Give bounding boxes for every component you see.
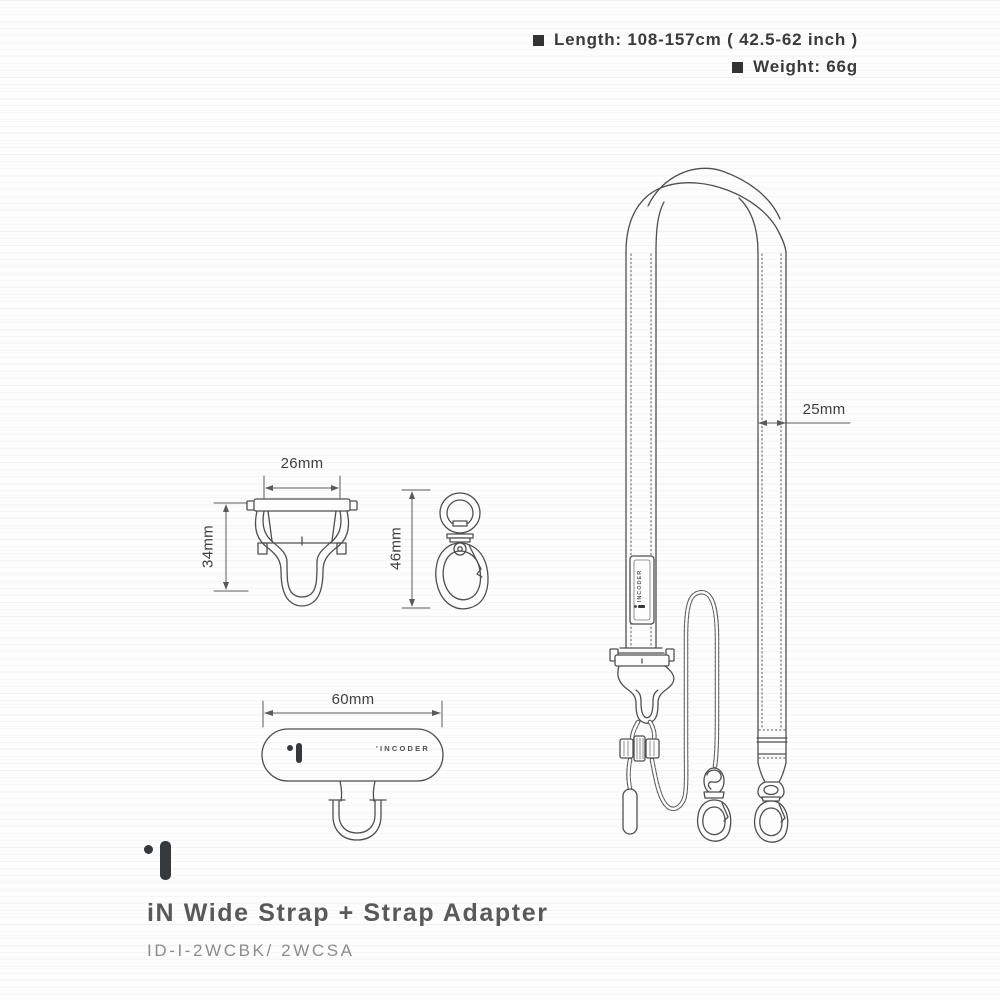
spec-weight-text: Weight: 66g (753, 57, 858, 76)
product-model-number: ID-I-2WCBK/ 2WCSA (147, 941, 355, 960)
dimension-label-hook-height: 46mm (387, 527, 405, 570)
cord-toggle (623, 789, 637, 834)
strap-swivel-hook (755, 782, 788, 842)
card-brand-text: 'INCODER (376, 744, 430, 753)
spec-weight-row (533, 57, 858, 77)
adapter-buckle-drawing (214, 476, 357, 606)
spec-list (533, 30, 858, 84)
spec-length-row (533, 30, 858, 50)
strap-buckle (610, 649, 674, 723)
dimension-label-adapter-height: 34mm (199, 525, 217, 568)
cord-swivel-hook (698, 768, 731, 841)
dimension-label-card-width: 60mm (331, 691, 375, 708)
brand-logo-bar-icon (160, 841, 171, 880)
wide-strap-drawing (618, 168, 787, 782)
swivel-hook-drawing (402, 490, 488, 609)
square-bullet-icon (533, 35, 544, 46)
strap-tag-brand-text: INCODER (637, 569, 643, 603)
brand-logo-dot-icon (144, 845, 153, 854)
adapter-card-drawing (262, 701, 443, 840)
spec-length-text: Length: 108-157cm ( 42.5-62 inch ) (553, 30, 858, 49)
dimension-label-adapter-width: 26mm (280, 455, 324, 472)
cord-adjuster (620, 736, 659, 761)
dimension-label-strap-width: 25mm (802, 401, 846, 418)
beaded-cord (629, 592, 718, 809)
square-bullet-icon (732, 62, 743, 73)
product-title: iN Wide Strap + Strap Adapter (147, 899, 549, 927)
